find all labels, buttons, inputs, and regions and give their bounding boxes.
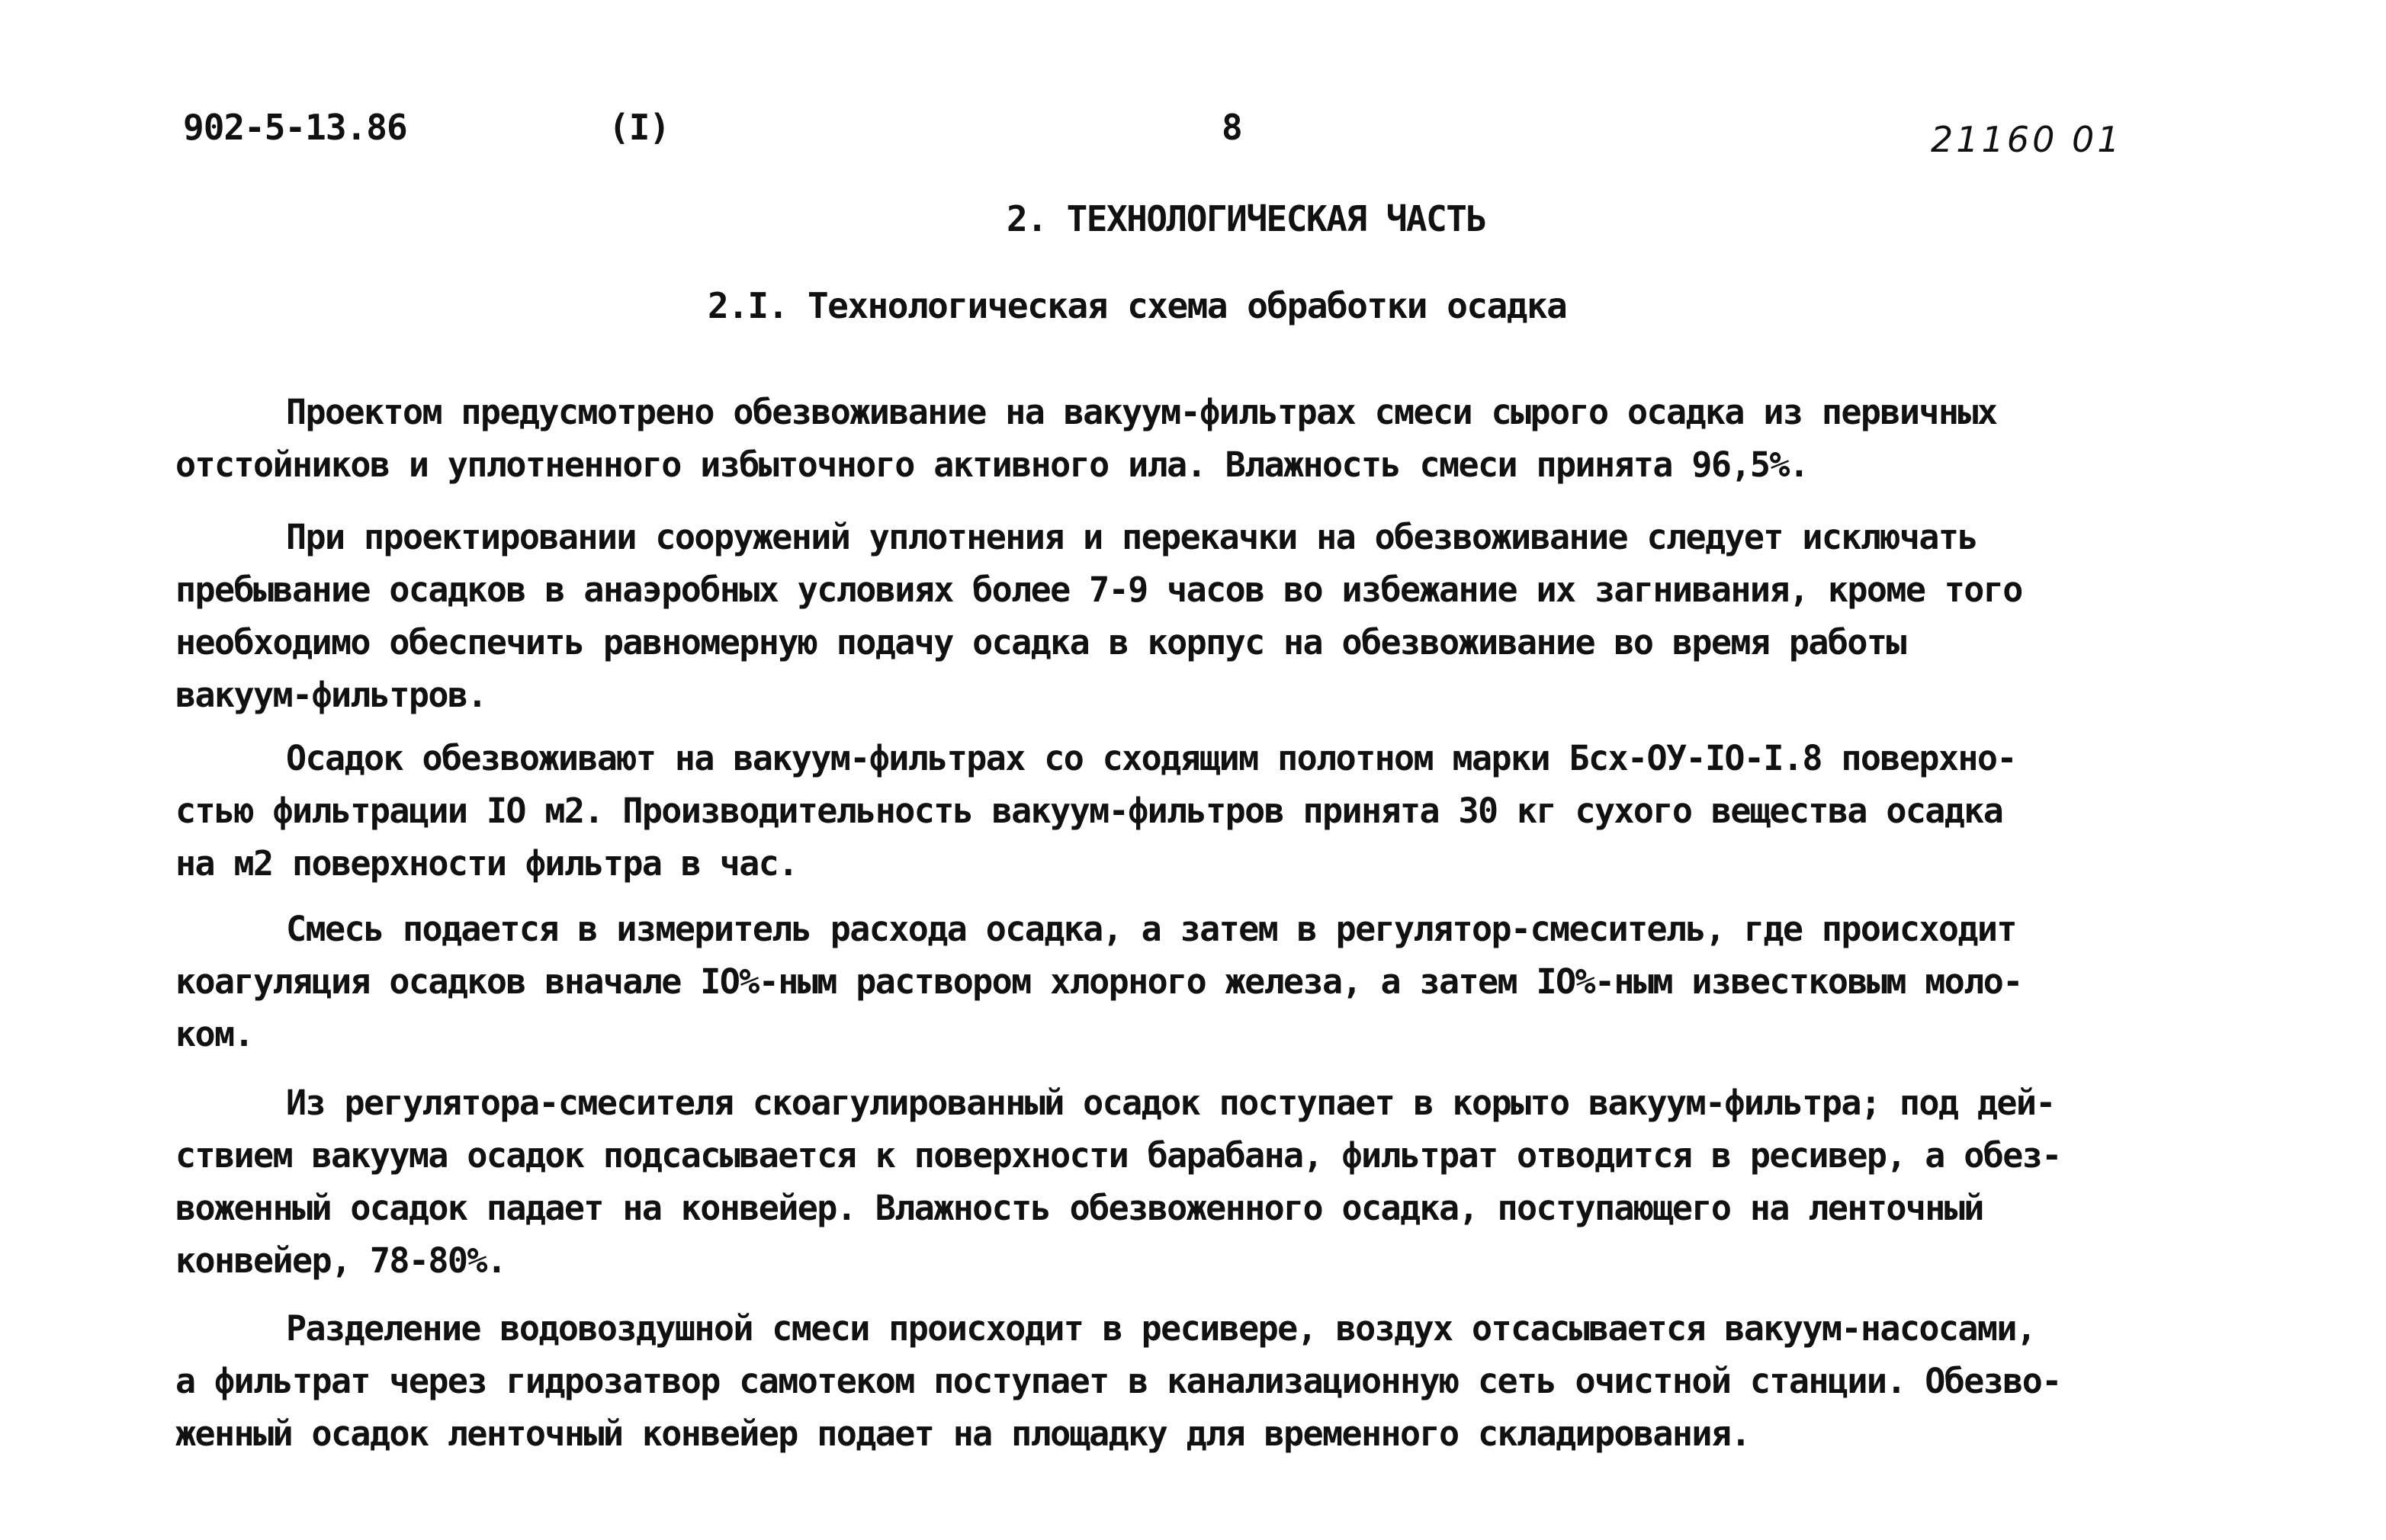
paragraph <box>175 386 2219 491</box>
paragraph <box>175 732 2219 890</box>
paragraph-line: коагуляция осадков вначале IO%-ным раствором хлорного железа, а затем IO%-ным известковым моло- <box>175 961 2022 1002</box>
paragraph-line: Из регулятора-смесителя скоагулированный осадок поступает в корыто вакуум-фильтра; под дей- <box>286 1083 2055 1123</box>
paragraph <box>175 1302 2219 1460</box>
paragraph-line: Проектом предусмотрено обезвоживание на вакуум-фильтрах смеси сырого осадка из первичных <box>286 392 1997 432</box>
paragraph-line: Смесь подается в измеритель расхода осадка, а затем в регулятор-смеситель, где происходит <box>286 909 2016 949</box>
document-variant: (I) <box>609 107 670 148</box>
paragraph-line: а фильтрат через гидрозатвор самотеком поступает в канализационную сеть очистной станции. Обезво- <box>175 1361 2061 1401</box>
handwritten-archive-number: 21160 01 <box>1931 119 2123 160</box>
paragraph-line: ком. <box>175 1014 253 1054</box>
paragraph-line: отстойников и уплотненного избыточного активного ила. Влажность смеси принята 96,5%. <box>175 444 1809 485</box>
paragraph-line: воженный осадок падает на конвейер. Влажность обезвоженного осадка, поступающего на ленточный <box>175 1188 1983 1228</box>
paragraph-line: конвейер, 78-80%. <box>175 1240 506 1281</box>
paragraph-line: Разделение водовоздушной смеси происходит в ресивере, воздух отсасывается вакуум-насосами, <box>286 1308 2036 1349</box>
paragraph <box>175 903 2219 1060</box>
paragraph-line: ствием вакуума осадок подсасывается к поверхности барабана, фильтрат отводится в ресивер, а обез- <box>175 1135 2061 1176</box>
paragraph-line: стью фильтрации IO м2. Производительность вакуум-фильтров принята 30 кг сухого вещества осадка <box>175 791 2003 831</box>
paragraph-line: женный осадок ленточный конвейер подает на площадку для временного складирования. <box>175 1413 1750 1454</box>
paragraph-line: вакуум-фильтров. <box>175 675 487 715</box>
paragraph-line: Осадок обезвоживают на вакуум-фильтрах со сходящим полотном марки Бсх-ОУ-IO-I.8 поверхно- <box>286 738 2016 778</box>
section-heading: 2. ТЕХНОЛОГИЧЕСКАЯ ЧАСТЬ <box>1007 198 1486 239</box>
paragraph-line: необходимо обеспечить равномерную подачу осадка в корпус на обезвоживание во время работы <box>175 622 1906 663</box>
paragraph-line: пребывание осадков в анаэробных условиях более 7-9 часов во избежание их загнивания, кроме того <box>175 569 2022 610</box>
paragraph <box>175 511 2219 721</box>
paragraph-line: на м2 поверхности фильтра в час. <box>175 843 798 884</box>
page-number: 8 <box>1222 107 1242 148</box>
paragraph <box>175 1076 2219 1287</box>
paragraph-line: При проектировании сооружений уплотнения и перекачки на обезвоживание следует исключать <box>286 517 1977 557</box>
subsection-heading: 2.I. Технологическая схема обработки осадка <box>708 285 1567 326</box>
document-code: 902-5-13.86 <box>183 107 407 148</box>
